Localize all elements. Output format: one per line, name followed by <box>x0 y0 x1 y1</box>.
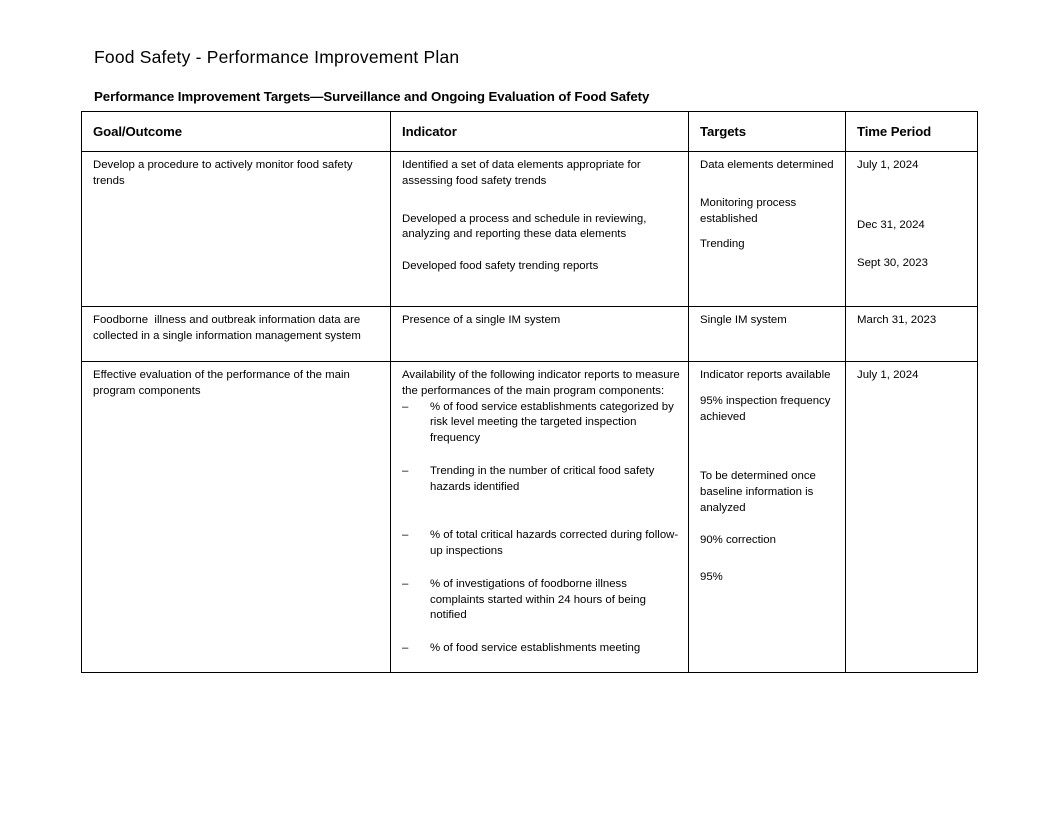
target-text: Data elements determined <box>700 159 834 172</box>
cell-goal-outcome <box>82 362 391 673</box>
cell-indicator <box>391 152 689 307</box>
indicator-text: Presence of a single IM system <box>402 314 561 327</box>
cell-indicator <box>391 307 689 362</box>
dash-bullet-icon: – <box>402 642 409 655</box>
spacer <box>700 384 837 394</box>
spacer <box>700 548 837 570</box>
time-period-text: Sept 30, 2023 <box>857 256 928 269</box>
cell-time-period <box>846 362 978 673</box>
target-text: Monitoring process established <box>700 196 797 225</box>
column-header-indicator: Indicator <box>391 112 689 152</box>
table-header-row <box>82 112 978 152</box>
table-row <box>82 152 978 307</box>
indicator-text: Developed a process and schedule in reviewing, analyzing and reporting these data elements <box>402 212 647 241</box>
goal-outcome-text: Develop a procedure to actively monitor food safety trends <box>93 159 353 187</box>
cell-goal-outcome <box>82 307 391 362</box>
table-row <box>82 362 978 673</box>
time-period-text: Dec 31, 2024 <box>857 218 925 231</box>
table-row <box>82 307 978 362</box>
list-item <box>402 641 680 657</box>
indicator-text: Identified a set of data elements appropriate for assessing food safety trends <box>402 159 641 187</box>
list-item-label: % of total critical hazards corrected during follow-up inspections <box>430 529 679 558</box>
indicator-text: Developed food safety trending reports <box>402 260 599 273</box>
dash-bullet-icon: – <box>402 577 409 590</box>
spacer <box>700 425 837 469</box>
goal-outcome-text: Foodborne illness and outbreak information data are collected in a single information management system <box>93 314 364 342</box>
target-text: 95% inspection frequency achieved <box>700 394 831 423</box>
column-header-time-period: Time Period <box>846 112 978 152</box>
performance-improvement-table <box>81 111 978 673</box>
goal-outcome-text: Effective evaluation of the performance of the main program components <box>93 369 350 397</box>
dash-bullet-icon: – <box>402 464 409 477</box>
target-text: Single IM system <box>700 314 787 327</box>
spacer <box>402 190 680 212</box>
indicator-bullet-list <box>402 400 680 657</box>
spacer <box>700 227 837 237</box>
cell-indicator <box>391 362 689 673</box>
spacer <box>402 243 680 259</box>
column-header-targets: Targets <box>689 112 846 152</box>
dash-bullet-icon: – <box>402 400 409 413</box>
list-item-label: Trending in the number of critical food safety hazards identified <box>430 464 655 493</box>
indicator-intro-text: Availability of the following indicator reports to measure the performances of the main program components: <box>402 369 680 397</box>
target-text: 95% <box>700 571 723 584</box>
cell-targets <box>689 362 846 673</box>
list-item <box>402 464 680 495</box>
cell-targets <box>689 307 846 362</box>
time-period-text: July 1, 2024 <box>857 369 919 382</box>
target-text: Indicator reports available <box>700 369 831 382</box>
column-header-goal-outcome: Goal/Outcome <box>82 112 391 152</box>
page-title: Food Safety - Performance Improvement Plan <box>94 47 460 67</box>
time-period-text: March 31, 2023 <box>857 314 937 327</box>
list-item <box>402 400 680 447</box>
dash-bullet-icon: – <box>402 529 409 542</box>
spacer <box>700 517 837 533</box>
cell-goal-outcome <box>82 152 391 307</box>
spacer <box>857 174 969 218</box>
cell-time-period <box>846 152 978 307</box>
list-item-label: % of food service establishments categorized by risk level meeting the targeted inspection frequency <box>430 400 674 445</box>
cell-time-period <box>846 307 978 362</box>
target-text: Trending <box>700 238 745 251</box>
list-item-label: % of food service establishments meeting <box>430 642 641 655</box>
spacer <box>700 174 837 196</box>
target-text: To be determined once baseline information is analyzed <box>700 470 816 514</box>
list-item <box>402 577 680 624</box>
list-item-label: % of investigations of foodborne illness complaints started within 24 hours of being notified <box>430 577 646 622</box>
target-text: 90% correction <box>700 533 776 546</box>
section-heading: Performance Improvement Targets—Surveillance and Ongoing Evaluation of Food Safety <box>94 89 650 104</box>
time-period-text: July 1, 2024 <box>857 159 919 172</box>
spacer <box>857 234 969 256</box>
list-item <box>402 528 680 559</box>
cell-targets <box>689 152 846 307</box>
